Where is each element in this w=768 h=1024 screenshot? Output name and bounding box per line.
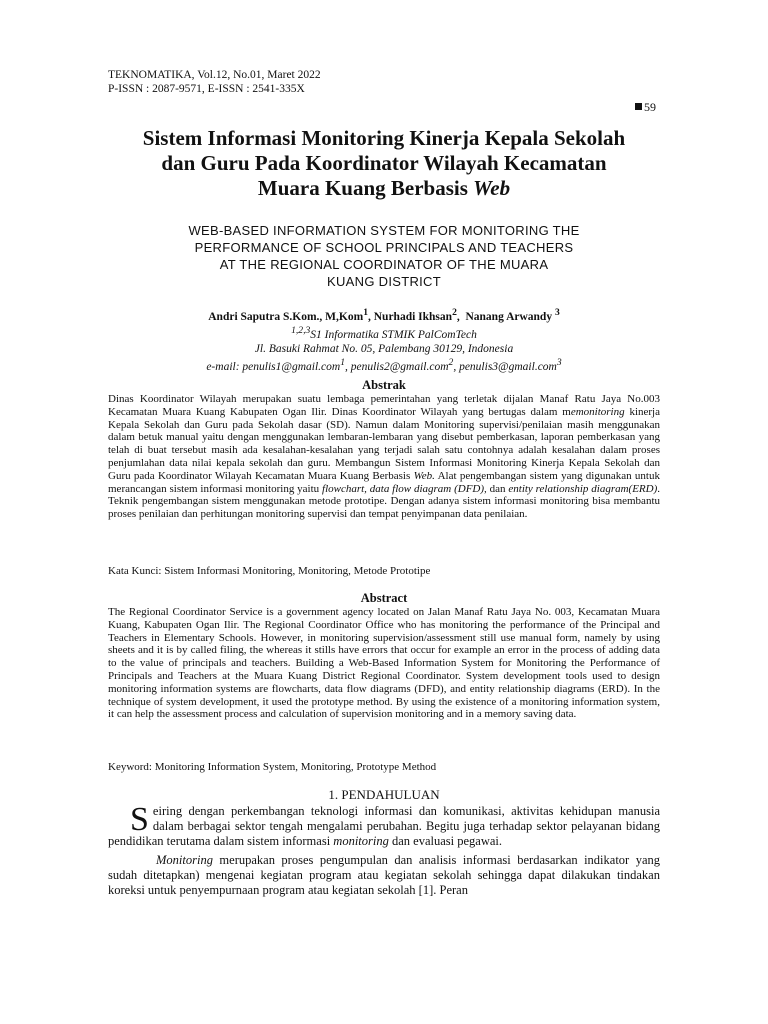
english-title	[110, 222, 658, 290]
affiliation-text: S1 Informatika STMIK PalComTech	[310, 328, 477, 341]
email-2-sup: 2	[448, 356, 454, 368]
english-title-line-3: AT THE REGIONAL COORDINATOR OF THE MUARA	[219, 257, 549, 272]
author-names: Andri Saputra S.Kom., M,Kom$^1$, Nurhadi Ikhsan$^2$, Nanang Arwandy $^3$	[208, 307, 560, 323]
square-bullet-icon	[635, 103, 642, 110]
title-line-2: dan Guru Pada Koordinator Wilayah Kecamatan	[161, 151, 607, 175]
email-sep: ,	[345, 360, 351, 373]
english-title-line-1: WEB-BASED INFORMATION SYSTEM FOR MONITORING THE	[188, 223, 580, 238]
abstract-body: The Regional Coordinator Service is a government agency located on Jalan Manaf Ratu Jaya No. 003, Kecamatan Muara Kuang, Kabupaten Ogan Ilir. The Regional Coordinator Office who has monitoring the performance of the Principal and Teachers in Elementary Schools. However, in monitoring supervision/assessment still use manual form, namely by using sheets and it is by called filing, the whereas it stills have errors that occur for example an error in the process of adding data to the value of principals and teachers. Building a Web-Based Information System for Monitoring the Performance of Principals and Teachers at the Muara Kuang District Regional Coordinator. System development tools used to design monitoring information systems are flowcharts, data flow diagrams (DFD), and entity relationship diagrams (ERD). In the technique of system development, it used the prototype method. By using the existence of a monitoring information system, it can help the assessment process and calculation of supervision monitoring and in a memory saving data.	[108, 606, 660, 721]
section-heading-pendahuluan: 1. PENDAHULUAN	[328, 787, 440, 802]
abstrak-italic: emonitoring	[570, 405, 625, 418]
email-prefix: e-mail:	[206, 360, 243, 373]
emails	[110, 356, 658, 374]
abstrak-text: Alat pengembangan sistem yang digunakan untuk merancangan sistem informasi monitoring yaitu	[108, 469, 660, 495]
abstrak-heading: Abstrak	[362, 378, 406, 392]
intro-text: merupakan proses pengumpulan dan analisis informasi berdasarkan indikator yang sudah ditetapkan) mengenai kegiatan program atau kegiatan sekolah sehingga dapat dilakukan tindakan koreksi untuk penyempurnaan program atau kegiatan sekolah [1]. Peran	[108, 853, 660, 897]
keywords: Keyword: Monitoring Information System, Monitoring, Prototype Method	[108, 761, 437, 773]
email-2: penulis2@gmail.com	[350, 360, 449, 373]
page-number	[635, 100, 656, 115]
intro-italic: monitoring	[333, 834, 389, 848]
abstrak-text: Dinas Koordinator Wilayah merupakan suatu lembaga pemerintahan yang terletak dijalan Manaf Ratu Jaya No.003 Kecamatan Muara Kuang Kabupaten Ogan Ilir. Dinas Koordinator Wilayah yang bertugas dalam m	[108, 393, 660, 418]
author-block	[110, 306, 658, 373]
title-italic-word: Web	[473, 176, 511, 200]
intro-text: dan evaluasi pegawai.	[388, 834, 503, 848]
address: Jl. Basuki Rahmat No. 05, Palembang 30129, Indonesia	[254, 342, 514, 355]
affiliation-sup: 1,2,3	[291, 324, 311, 336]
intro-text: eiring dengan perkembangan teknologi informasi dan komunikasi, aktivitas kehidupan manusia dalam berbagai sektor tengah mengalami perubahan. Begitu juga terhadap sektor pelayanan bidang pendidikan terutama dalam sistem informasi	[108, 804, 660, 848]
journal-issn: P-ISSN : 2087-9571, E-ISSN : 2541-335X	[108, 83, 305, 95]
abstract-heading: Abstract	[360, 591, 408, 605]
author-1-sup: 1	[363, 307, 368, 318]
abstrak-text: dan	[486, 482, 509, 495]
intro-paragraph-1	[108, 801, 660, 849]
abstrak-text: . Teknik pengembangan sistem menggunakan metode prototipe. Dengan adanya sistem informasi monitoring bisa membantu proses penilaian dan perhitungan monitoring supervisi dan tempat penyimpanan data penilaian.	[108, 482, 660, 521]
page-number-text: 59	[644, 100, 656, 114]
english-title-line-2: PERFORMANCE OF SCHOOL PRINCIPALS AND TEACHERS	[194, 240, 574, 255]
author-2: Nurhadi Ikhsan	[373, 310, 453, 323]
email-3-sup: 3	[556, 356, 562, 368]
journal-header	[108, 68, 321, 96]
author-3-sup: 3	[554, 307, 560, 318]
kata-kunci: Kata Kunci: Sistem Informasi Monitoring, Monitoring, Metode Prototipe	[108, 565, 431, 577]
english-title-line-4: KUANG DISTRICT	[327, 274, 441, 289]
title-line-1: Sistem Informasi Monitoring Kinerja Kepala Sekolah	[142, 126, 626, 150]
author-2-sup: 2	[452, 307, 457, 318]
abstrak-text: kinerja Kepala Sekolah dan Guru pada Sekolah dasar (SD). Namun dalam Monitoring supervisi/penilaian masih menggunakan dalam betuk manual yaitu dengan menggunakan lembaran-lembaran yang disebut pemberkasan, laporan pemberkasan yang telah di buat tersebut masih ada kesalahan-kesalahan yang terjadi salah satu contohnya adalah kesalahan dalam proses penjumlahan data nilai kepala sekolah dan guru. Membangun Sistem Informasi Monitoring Kinerja Kepala Sekolah dan Guru pada Koordinator Wilayah Kecamatan Muara Kuang Berbasis	[108, 405, 660, 482]
author-1: Andri Saputra S.Kom., M,Kom	[208, 310, 364, 323]
intro-body	[108, 801, 660, 898]
author-3: Nanang Arwandy	[465, 310, 553, 323]
abstrak-italic: entity relationship diagram(ERD)	[508, 482, 658, 495]
email-3: penulis3@gmail.com	[459, 360, 557, 373]
email-1-sup: 1	[340, 356, 345, 368]
journal-name: TEKNOMATIKA, Vol.12, No.01, Maret 2022	[108, 69, 321, 81]
abstrak-italic: Web.	[413, 469, 435, 482]
paper-title	[90, 126, 678, 201]
abstrak-body	[108, 393, 660, 521]
drop-cap: S	[130, 801, 149, 838]
email-sep: ,	[453, 360, 460, 373]
email-1: penulis1@gmail.com	[242, 360, 341, 373]
affiliation	[110, 324, 658, 342]
title-line-3: Muara Kuang Berbasis Web	[257, 176, 511, 200]
abstrak-italic: flowchart, data flow diagram (DFD),	[322, 482, 487, 495]
intro-italic: Monitoring	[156, 853, 213, 867]
intro-paragraph-2	[108, 853, 660, 898]
